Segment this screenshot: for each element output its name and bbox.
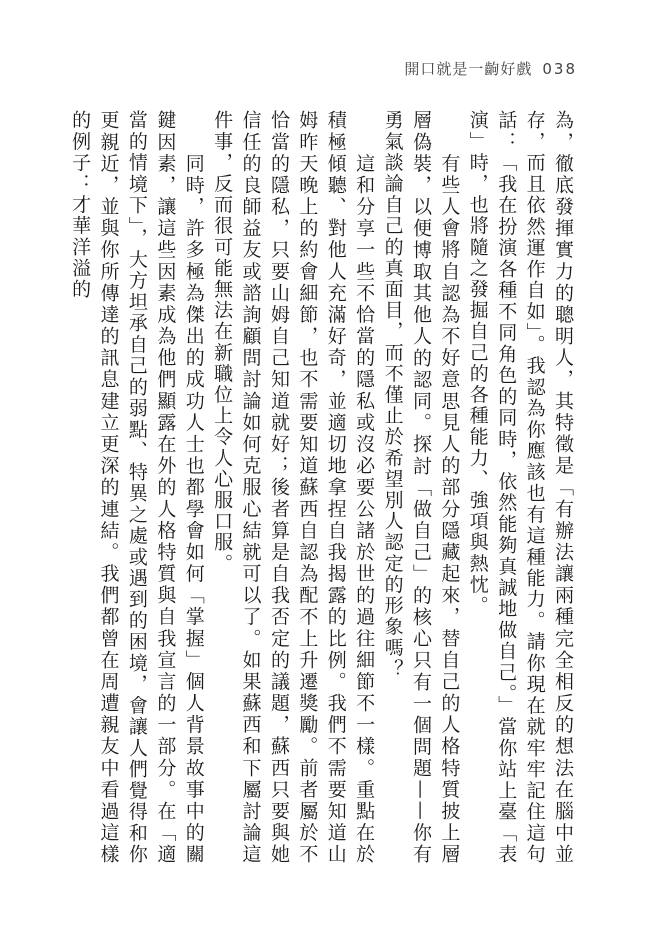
paragraph: 這和分享一些不恰當的隱私或沒必要公諸於世的過往細節不一樣。重點在於積極傾聽、對他人充滿好奇，並適切地拿捏自我揭露的比例。我們不需要知道山姆昨天晚上的約會細節，也不需要知道蘇西自認為配不上升遷獎勵。前者屬於不恰當的隱私，只要山姆自己知道就好；後者算是自我否定的議題，蘇西只要與她信任的良師益友或諮詢顧問討論如何克服心結就可以了。如果蘇西和下屬討論這件事，反而很可能無法在新職位上令人心服口服。 xyxy=(211,110,376,865)
paragraph: 有些人會將自認為不好意思見人的部分隱藏起來，替自己的人格特質披上層層偽裝，以便博取其他人的認同。探討「做自己」的核心只有一個問題——你有勇氣談論自己的真面目，而不僅止於希望別人認定的形象嗎？ xyxy=(381,110,461,865)
paragraph: 同時，許多極為傑出的成功人士也都學會如何「掌握」個人背景故事中的關鍵因素，讓這些因素成為他們顯露在外的人格特質與自我宣言的一部分。在「適當的情境下」，大方坦承自己的弱點、特異之處或遇到的困境，會讓人們覺得和你更親近，並與你所傳達的訊息建立更深的連結。我們都曾在周遭親友中看過這樣的例子：才華洋溢的 xyxy=(69,110,205,865)
paragraph: 為，徹底發揮實力的聰明人，其特徵是「有辦法讓兩種完全相反的想法在腦中並存，而且依然運作自如」。我認為你應該也有這種能力。請你現在就牢牢記住這句話：「我在扮演各種不同角色的同時，依然能夠真誠地做自己。」當你站上臺「表演」時，也將隨之發掘自己的各種能力、強項與熱忱。 xyxy=(466,110,574,865)
page-number: 038 xyxy=(542,60,577,78)
body-text xyxy=(69,110,577,865)
book-title: 開口就是一齣好戲 xyxy=(404,60,533,78)
running-header xyxy=(404,58,577,79)
